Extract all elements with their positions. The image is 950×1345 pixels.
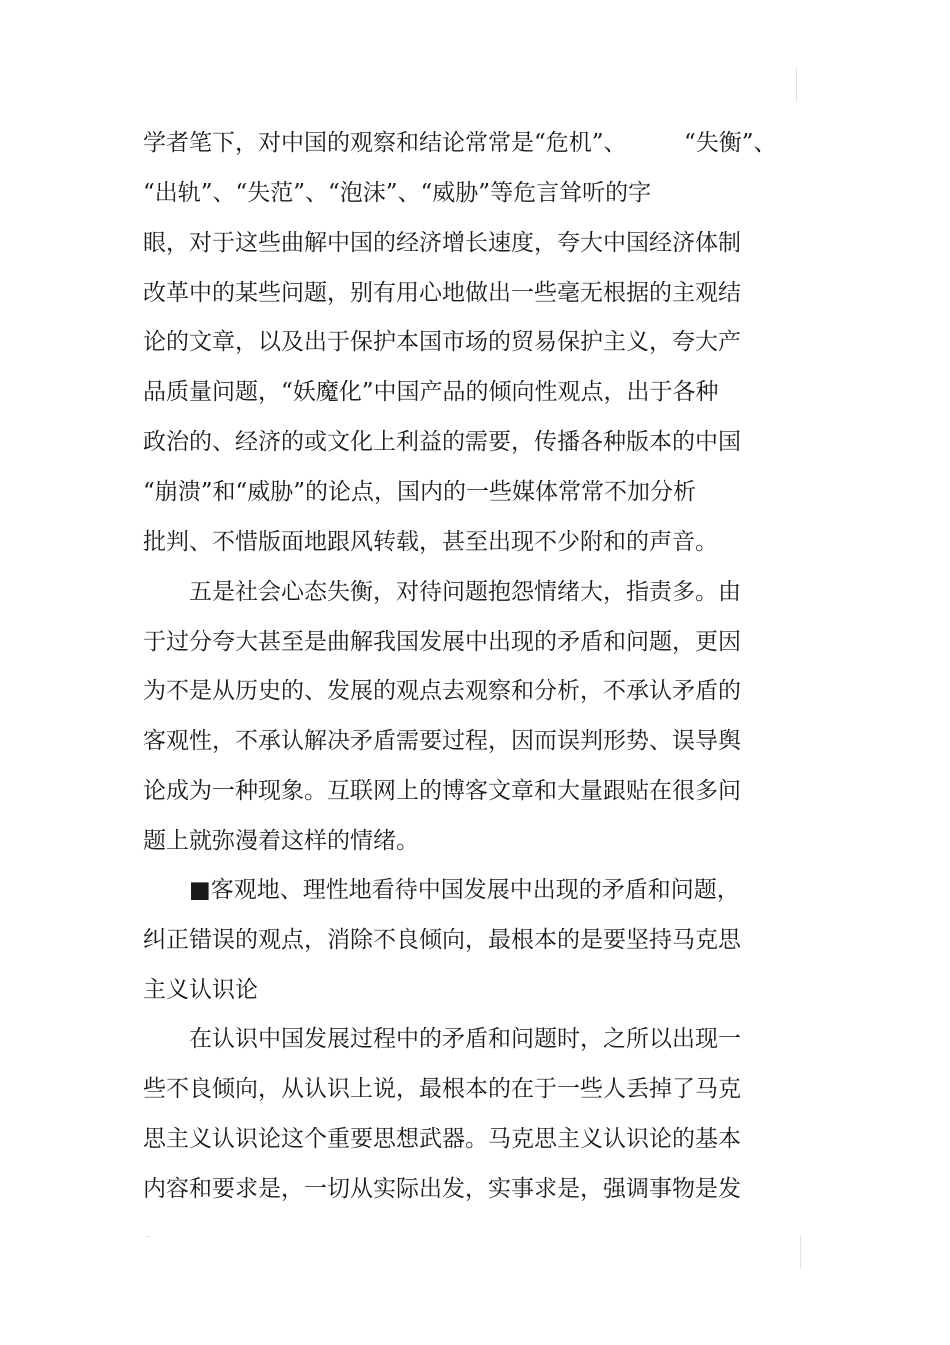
text-line: 些不良倾向，从认识上说，最根本的在于一些人丢掉了马克 <box>143 1076 741 1102</box>
text-line: 论成为一种现象。互联网上的博客文章和大量跟贴在很多问 <box>143 778 741 804</box>
text-line: 客观性，不承认解决矛盾需要过程，因而误判形势、误导舆 <box>143 728 741 754</box>
text-line: 题上就弥漫着这样的情绪。 <box>143 828 419 854</box>
text-line: 改革中的某些问题，别有用心地做出一些毫无根据的主观结 <box>143 280 741 306</box>
page-edge-mark-dot <box>146 1236 150 1237</box>
text-line: 品质量问题，“妖魔化”中国产品的倾向性观点，出于各种 <box>143 379 719 405</box>
text-line: 在认识中国发展过程中的矛盾和问题时，之所以出现一 <box>143 1026 741 1052</box>
text-line: 政治的、经济的或文化上利益的需要，传播各种版本的中国 <box>143 429 741 455</box>
page-edge-mark-top <box>796 68 797 102</box>
text-line: 思主义认识论这个重要思想武器。马克思主义认识论的基本 <box>143 1126 741 1152</box>
text-line: 眼，对于这些曲解中国的经济增长速度，夸大中国经济体制 <box>143 230 741 256</box>
text-line: 批判、不惜版面地跟风转载，甚至出现不少附和的声音。 <box>143 529 718 555</box>
page-edge-mark-bottom <box>800 1235 801 1269</box>
text-line: ■客观地、理性地看待中国发展中出现的矛盾和问题， <box>143 877 740 903</box>
text-line: 五是社会心态失衡，对待问题抱怨情绪大，指责多。由 <box>143 579 741 605</box>
text-line: “出轨”、“失范”、“泡沫”、“威胁”等危言耸听的字 <box>143 180 652 206</box>
text-line: 于过分夸大甚至是曲解我国发展中出现的矛盾和问题，更因 <box>143 629 741 655</box>
text-line: 论的文章，以及出于保护本国市场的贸易保护主义，夸大产 <box>143 329 741 355</box>
text-line: “崩溃”和“威胁”的论点，国内的一些媒体常常不加分析 <box>143 479 697 505</box>
text-line: 纠正错误的观点，消除不良倾向，最根本的是要坚持马克思 <box>143 927 741 953</box>
text-line: 学者笔下，对中国的观察和结论常常是“危机”、 “失衡”、 <box>143 130 777 156</box>
text-line: 为不是从历史的、发展的观点去观察和分析，不承认矛盾的 <box>143 678 741 704</box>
text-line: 内容和要求是，一切从实际出发，实事求是，强调事物是发 <box>143 1176 741 1202</box>
text-line: 主义认识论 <box>143 977 258 1003</box>
